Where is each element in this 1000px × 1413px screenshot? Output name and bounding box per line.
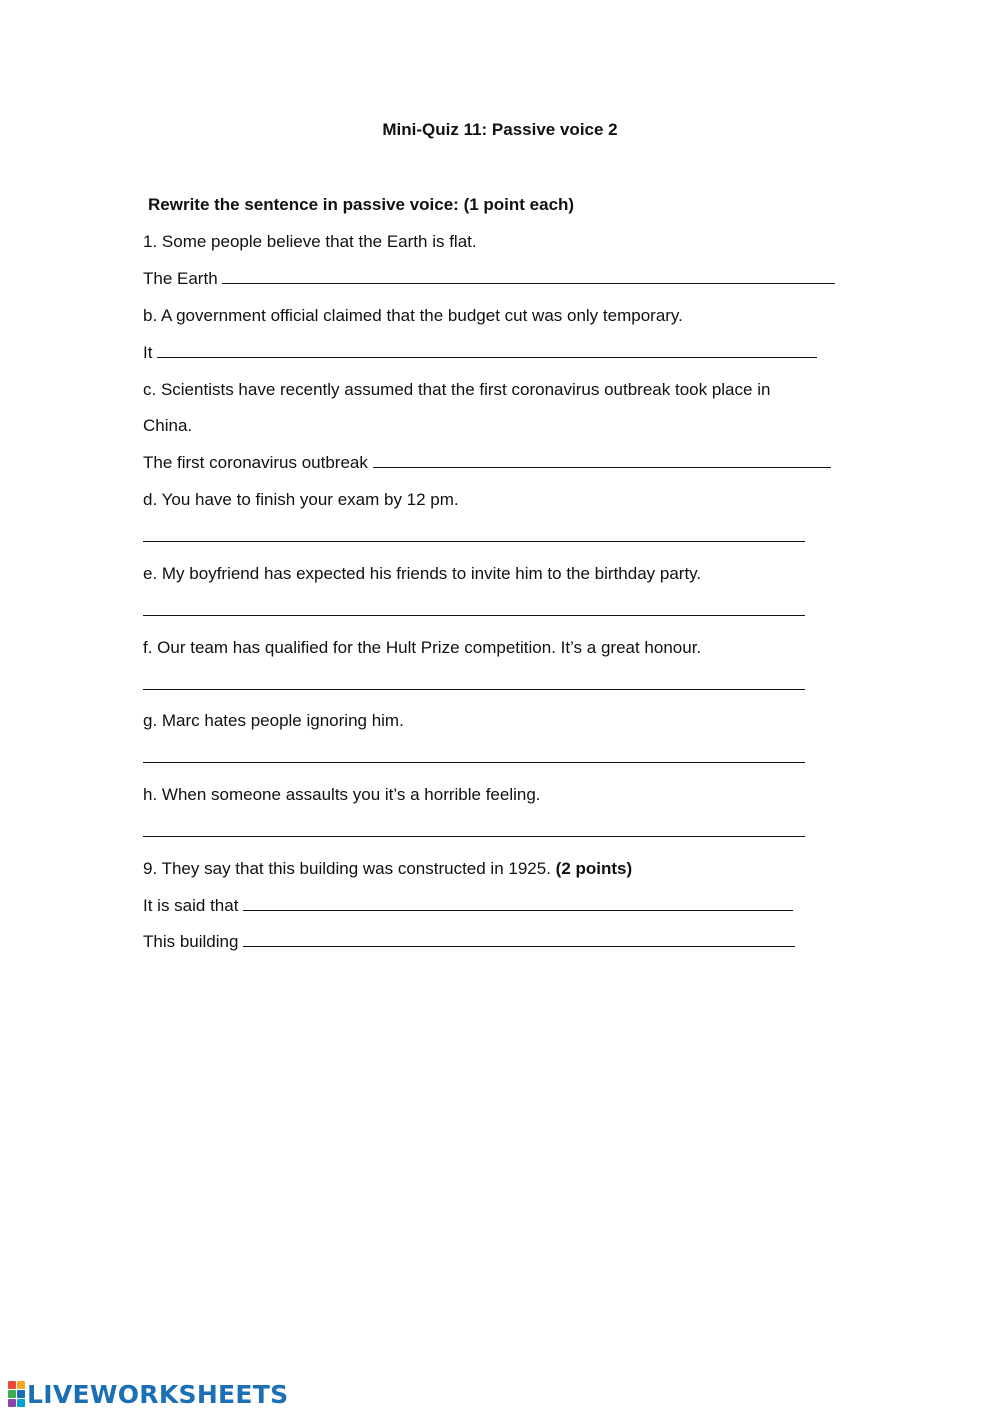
question-1-prompt: 1. Some people believe that the Earth is flat.: [143, 232, 477, 251]
answer-blank[interactable]: [373, 453, 831, 468]
page-title: Mini-Quiz 11: Passive voice 2: [382, 120, 618, 139]
answer-lead-text: The first coronavirus outbreak: [143, 453, 368, 472]
logo-text: LIVEWORKSHEETS: [27, 1379, 289, 1409]
question-9-prompt: [143, 859, 632, 879]
answer-blank[interactable]: [243, 896, 793, 911]
question-d-answer[interactable]: [143, 527, 805, 547]
liveworksheets-logo-icon: [8, 1381, 25, 1407]
liveworksheets-logo[interactable]: [8, 1380, 288, 1408]
answer-lead-text: It: [143, 343, 153, 362]
answer-blank[interactable]: [143, 822, 805, 837]
answer-blank[interactable]: [143, 527, 805, 542]
question-e-answer[interactable]: [143, 601, 805, 621]
question-h-answer[interactable]: [143, 822, 805, 842]
question-f-prompt: f. Our team has qualified for the Hult Prize competition. It’s a great honour.: [143, 638, 702, 657]
answer-blank[interactable]: [222, 269, 835, 284]
question-g-answer[interactable]: [143, 748, 805, 768]
question-1-answer[interactable]: [143, 269, 835, 289]
question-g-prompt: g. Marc hates people ignoring him.: [143, 711, 404, 730]
answer-blank[interactable]: [243, 932, 795, 947]
question-9-answer-1[interactable]: [143, 896, 793, 916]
points-label: (2 points): [555, 859, 633, 878]
question-c-prompt-line2: China.: [143, 416, 193, 435]
answer-blank[interactable]: [143, 601, 805, 616]
question-f-answer[interactable]: [143, 675, 805, 695]
answer-blank[interactable]: [157, 343, 817, 358]
question-9-text: 9. They say that this building was constructed in 1925.: [143, 859, 551, 878]
answer-lead-text: It is said that: [143, 896, 239, 915]
question-d-prompt: d. You have to finish your exam by 12 pm.: [143, 490, 459, 509]
question-b-prompt: b. A government official claimed that the budget cut was only temporary.: [143, 306, 683, 325]
answer-lead-text: The Earth: [143, 269, 218, 288]
question-c-prompt-line1: c. Scientists have recently assumed that the first coronavirus outbreak took place in: [143, 380, 771, 399]
question-b-answer[interactable]: [143, 343, 817, 363]
question-e-prompt: e. My boyfriend has expected his friends to invite him to the birthday party.: [143, 564, 702, 583]
answer-blank[interactable]: [143, 748, 805, 763]
question-h-prompt: h. When someone assaults you it’s a horrible feeling.: [143, 785, 541, 804]
answer-blank[interactable]: [143, 675, 805, 690]
question-c-answer[interactable]: [143, 453, 831, 473]
instructions: Rewrite the sentence in passive voice: (1 point each): [148, 195, 575, 214]
question-9-answer-2[interactable]: [143, 932, 795, 952]
answer-lead-text: This building: [143, 932, 239, 951]
